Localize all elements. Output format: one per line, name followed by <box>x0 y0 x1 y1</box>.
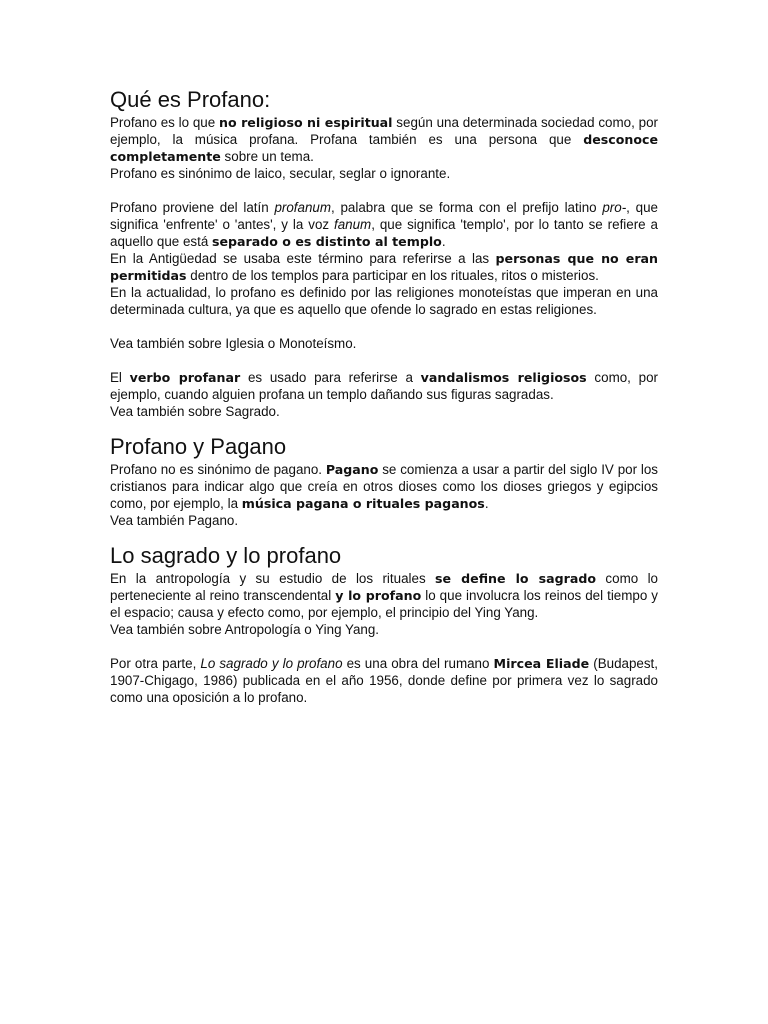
italic-text: Lo sagrado y lo profano <box>200 656 343 671</box>
bold-text: vandalismos religiosos <box>420 370 587 385</box>
spacer <box>110 182 658 199</box>
italic-text: pro- <box>602 200 627 215</box>
text-run: Profano no es sinónimo de pagano. <box>110 462 326 477</box>
text-run: , que significa 'enfrente' o 'antes', y la voz <box>110 200 658 232</box>
bold-text: y lo profano <box>335 588 422 603</box>
spacer <box>110 420 658 433</box>
italic-text: profanum <box>274 200 332 215</box>
paragraph-pagano <box>110 461 658 512</box>
text-run: sobre un tema. <box>220 149 314 164</box>
paragraph-see-also-sagrado: Vea también sobre Sagrado. <box>110 404 280 419</box>
text-run: (Budapest, 1907-Chigago, 1986) publicada en el año 1956, donde define por primera vez lo sagrado como una oposición a lo profano. <box>110 656 658 705</box>
text-run: lo que involucra los reinos del tiempo y el espacio; causa y efecto como, por ejemplo, el principio del Ying Yang. <box>110 588 658 620</box>
section-title: Qué es Profano: <box>110 87 271 112</box>
italic-text: fanum <box>334 217 372 232</box>
text-run: , que significa 'templo', por lo tanto se refiere a aquello que está <box>110 217 658 249</box>
paragraph-today: En la actualidad, lo profano es definido por las religiones monoteístas que imperan en una determinada cultura, ya que es aquello que ofende lo sagrado en estas religiones. <box>110 285 658 317</box>
bold-text: Mircea Eliade <box>493 656 590 671</box>
section-title: Lo sagrado y lo profano <box>110 543 342 568</box>
paragraph-synonyms: Profano es sinónimo de laico, secular, seglar o ignorante. <box>110 166 451 181</box>
bold-text: Pagano <box>325 462 379 477</box>
paragraph-etymology <box>110 199 658 250</box>
text-run: . <box>441 234 446 249</box>
paragraph-see-also-iglesia: Vea también sobre Iglesia o Monoteísmo. <box>110 336 357 351</box>
text-run: . <box>484 496 489 511</box>
text-run: según una determinada sociedad como, por ejemplo, la música profana. Profana también es una persona que <box>110 115 658 147</box>
spacer <box>110 529 658 542</box>
text-run: como lo perteneciente al reino transcendental <box>110 571 658 603</box>
paragraph-definition <box>110 114 658 165</box>
bold-text: separado o es distinto al templo <box>212 234 442 249</box>
section-lo-sagrado-y-lo-profano <box>110 542 658 706</box>
text-run: dentro de los templos para participar en los rituales, ritos o misterios. <box>186 268 599 283</box>
paragraph-see-also-antropologia: Vea también sobre Antropología o Ying Yang. <box>110 622 380 637</box>
text-run: En la Antigüedad se usaba este término para referirse a las <box>110 251 496 266</box>
bold-text: personas que no eran permitidas <box>110 251 658 283</box>
text-run: como, por ejemplo, cuando alguien profana un templo dañando sus figuras sagradas. <box>110 370 658 402</box>
text-run: En la antropología y su estudio de los rituales <box>110 571 436 586</box>
text-run: Profano es lo que <box>110 115 219 130</box>
text-run: es una obra del rumano <box>342 656 494 671</box>
paragraph-eliade <box>110 655 658 706</box>
section-profano-y-pagano <box>110 433 658 529</box>
text-run: es usado para referirse a <box>240 370 421 385</box>
text-run: se comienza a usar a partir del siglo IV por los cristianos para indicar algo que creía en otros dioses como los dioses griegos y egipcios como, por ejemplo, la <box>110 462 658 511</box>
text-run: , palabra que se forma con el prefijo latino <box>331 200 603 215</box>
bold-text: desconoce completamente <box>110 132 658 164</box>
spacer <box>110 638 658 655</box>
paragraph-see-also-pagano: Vea también Pagano. <box>110 513 239 528</box>
paragraph-anthropology <box>110 570 658 621</box>
section-title: Profano y Pagano <box>110 434 287 459</box>
text-run: El <box>110 370 130 385</box>
spacer <box>110 318 658 335</box>
text-run: Profano proviene del latín <box>110 200 275 215</box>
bold-text: música pagana o rituales paganos <box>241 496 485 511</box>
paragraph-antiquity <box>110 250 658 284</box>
bold-text: no religioso ni espiritual <box>219 115 393 130</box>
document-page <box>110 86 658 706</box>
spacer <box>110 352 658 369</box>
bold-text: verbo profanar <box>129 370 241 385</box>
paragraph-verb <box>110 369 658 403</box>
bold-text: se define lo sagrado <box>435 571 597 586</box>
text-run: Por otra parte, <box>110 656 201 671</box>
section-que-es-profano <box>110 86 658 420</box>
